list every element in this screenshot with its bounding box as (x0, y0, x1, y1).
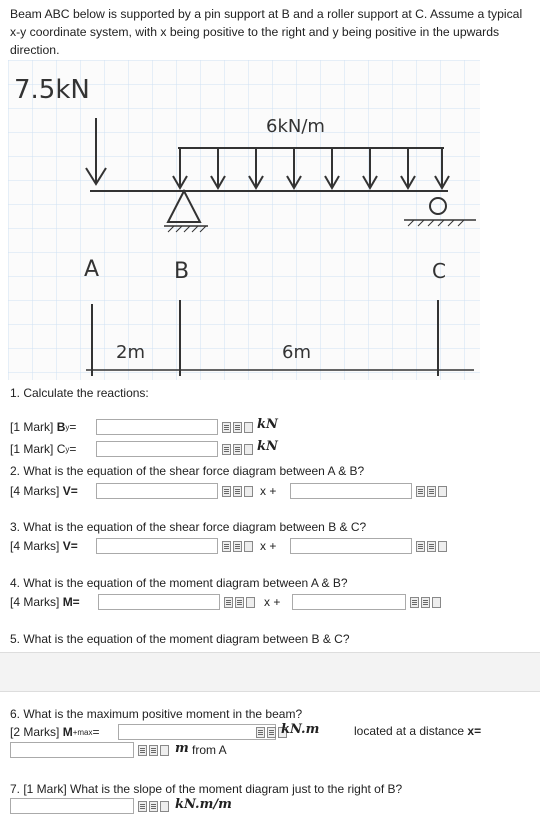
q4-format-buttons-1 (224, 597, 255, 609)
beam-sketch (8, 60, 480, 380)
q2-marks: [4 Marks] (10, 484, 60, 498)
format-button[interactable] (233, 422, 242, 433)
q6-located-text (354, 724, 481, 738)
q2-const-input[interactable] (290, 483, 412, 499)
by-unit: kN (257, 417, 278, 432)
format-button[interactable] (222, 444, 231, 455)
format-button[interactable] (138, 801, 147, 812)
format-button[interactable] (267, 727, 276, 738)
q1-by-label: B (56, 420, 66, 434)
point-load-label: 7.5kN (14, 75, 90, 105)
q1-cy-sub: y (65, 444, 70, 454)
format-button[interactable] (427, 541, 436, 552)
slope-input[interactable] (10, 798, 134, 814)
location-from: from A (192, 743, 227, 757)
q1-cy-marks: [1 Mark] (10, 442, 54, 456)
q6-sub: max (77, 727, 93, 737)
format-button[interactable] (416, 541, 425, 552)
by-input[interactable] (96, 419, 218, 435)
q5-text: 5. What is the equation of the moment diagram between B & C? (10, 632, 350, 646)
q2-xplus: x + (260, 484, 277, 498)
q6-row (10, 723, 100, 741)
q6-marks: [2 Marks] (10, 725, 60, 739)
format-button[interactable] (233, 444, 242, 455)
format-button[interactable] (149, 745, 158, 756)
slope-format-buttons (138, 801, 169, 813)
format-button[interactable] (138, 745, 147, 756)
format-button[interactable] (246, 597, 255, 608)
label-a: A (84, 257, 100, 282)
q6-sup: + (72, 727, 78, 737)
q1-by-eq: = (69, 420, 77, 434)
q3-format-buttons-1 (222, 541, 253, 553)
dim-ab-label: 2m (116, 342, 145, 363)
format-button[interactable] (438, 541, 447, 552)
problem-intro: Beam ABC below is supported by a pin support at B and a roller support at C. Assume a typical x-y coordinate system, with x being positive to the right and y being positive in the upwards direction. (10, 7, 523, 57)
q3-text: 3. What is the equation of the shear force diagram between B & C? (10, 520, 367, 534)
slope-unit: kN.m/m (175, 797, 232, 812)
q1-by-row (10, 418, 76, 436)
mmax-input[interactable] (118, 724, 276, 740)
q3-marks: [4 Marks] (10, 539, 60, 553)
format-button[interactable] (410, 597, 419, 608)
cy-input[interactable] (96, 441, 218, 457)
q1-cy-row (10, 440, 76, 458)
format-button[interactable] (244, 486, 253, 497)
q6-text: 6. What is the maximum positive moment in the beam? (10, 707, 303, 721)
q3-row (10, 537, 78, 555)
dim-bc-label: 6m (282, 342, 311, 363)
q1-text: 1. Calculate the reactions: (10, 386, 149, 400)
format-button[interactable] (233, 486, 242, 497)
q3-var: V= (62, 539, 78, 553)
cy-format-buttons (222, 444, 253, 456)
by-format-buttons (222, 422, 253, 434)
format-button[interactable] (427, 486, 436, 497)
q2-var: V= (62, 484, 78, 498)
q6-x-label: x= (467, 724, 482, 738)
q3-xplus: x + (260, 539, 277, 553)
q2-row (10, 482, 78, 500)
q7-text: 7. [1 Mark] What is the slope of the moment diagram just to the right of B? (10, 782, 403, 796)
format-button[interactable] (244, 444, 253, 455)
q2-format-buttons-2 (416, 486, 447, 498)
q3-const-input[interactable] (290, 538, 412, 554)
format-button[interactable] (438, 486, 447, 497)
q4-coef-input[interactable] (98, 594, 220, 610)
label-b: B (174, 259, 190, 284)
cy-unit: kN (257, 439, 278, 454)
q1-by-marks: [1 Mark] (10, 420, 54, 434)
mmax-location-input[interactable] (10, 742, 134, 758)
format-button[interactable] (160, 801, 169, 812)
q2-format-buttons-1 (222, 486, 253, 498)
format-button[interactable] (244, 541, 253, 552)
format-button[interactable] (432, 597, 441, 608)
q4-row (10, 593, 80, 611)
location-unit: m (175, 741, 189, 756)
format-button[interactable] (421, 597, 430, 608)
format-button[interactable] (222, 486, 231, 497)
q4-var: M= (62, 595, 80, 609)
q1-by-sub: y (65, 422, 70, 432)
q6-var: M (62, 725, 73, 739)
format-button[interactable] (222, 422, 231, 433)
q4-xplus: x + (264, 595, 281, 609)
format-button[interactable] (416, 486, 425, 497)
q2-text: 2. What is the equation of the shear force diagram between A & B? (10, 464, 365, 478)
q1-cy-label: C (56, 442, 66, 456)
q2-coef-input[interactable] (96, 483, 218, 499)
format-button[interactable] (224, 597, 233, 608)
q4-marks: [4 Marks] (10, 595, 60, 609)
q1-cy-eq: = (69, 442, 77, 456)
format-button[interactable] (235, 597, 244, 608)
q4-const-input[interactable] (292, 594, 406, 610)
format-button[interactable] (160, 745, 169, 756)
format-button[interactable] (149, 801, 158, 812)
format-button[interactable] (244, 422, 253, 433)
beam-figure (8, 60, 480, 380)
label-c: C (432, 259, 446, 283)
q4-format-buttons-2 (410, 597, 441, 609)
obscured-band (0, 652, 540, 692)
q4-text: 4. What is the equation of the moment diagram between A & B? (10, 576, 348, 590)
distributed-load-label: 6kN/m (266, 116, 325, 137)
format-button[interactable] (233, 541, 242, 552)
q3-format-buttons-2 (416, 541, 447, 553)
q6-eq: = (92, 725, 100, 739)
mmax-unit: kN.m (281, 722, 320, 737)
q3-coef-input[interactable] (96, 538, 218, 554)
format-button[interactable] (256, 727, 265, 738)
q6-located: located at a distance (354, 724, 465, 738)
format-button[interactable] (222, 541, 231, 552)
location-format-buttons (138, 745, 169, 757)
